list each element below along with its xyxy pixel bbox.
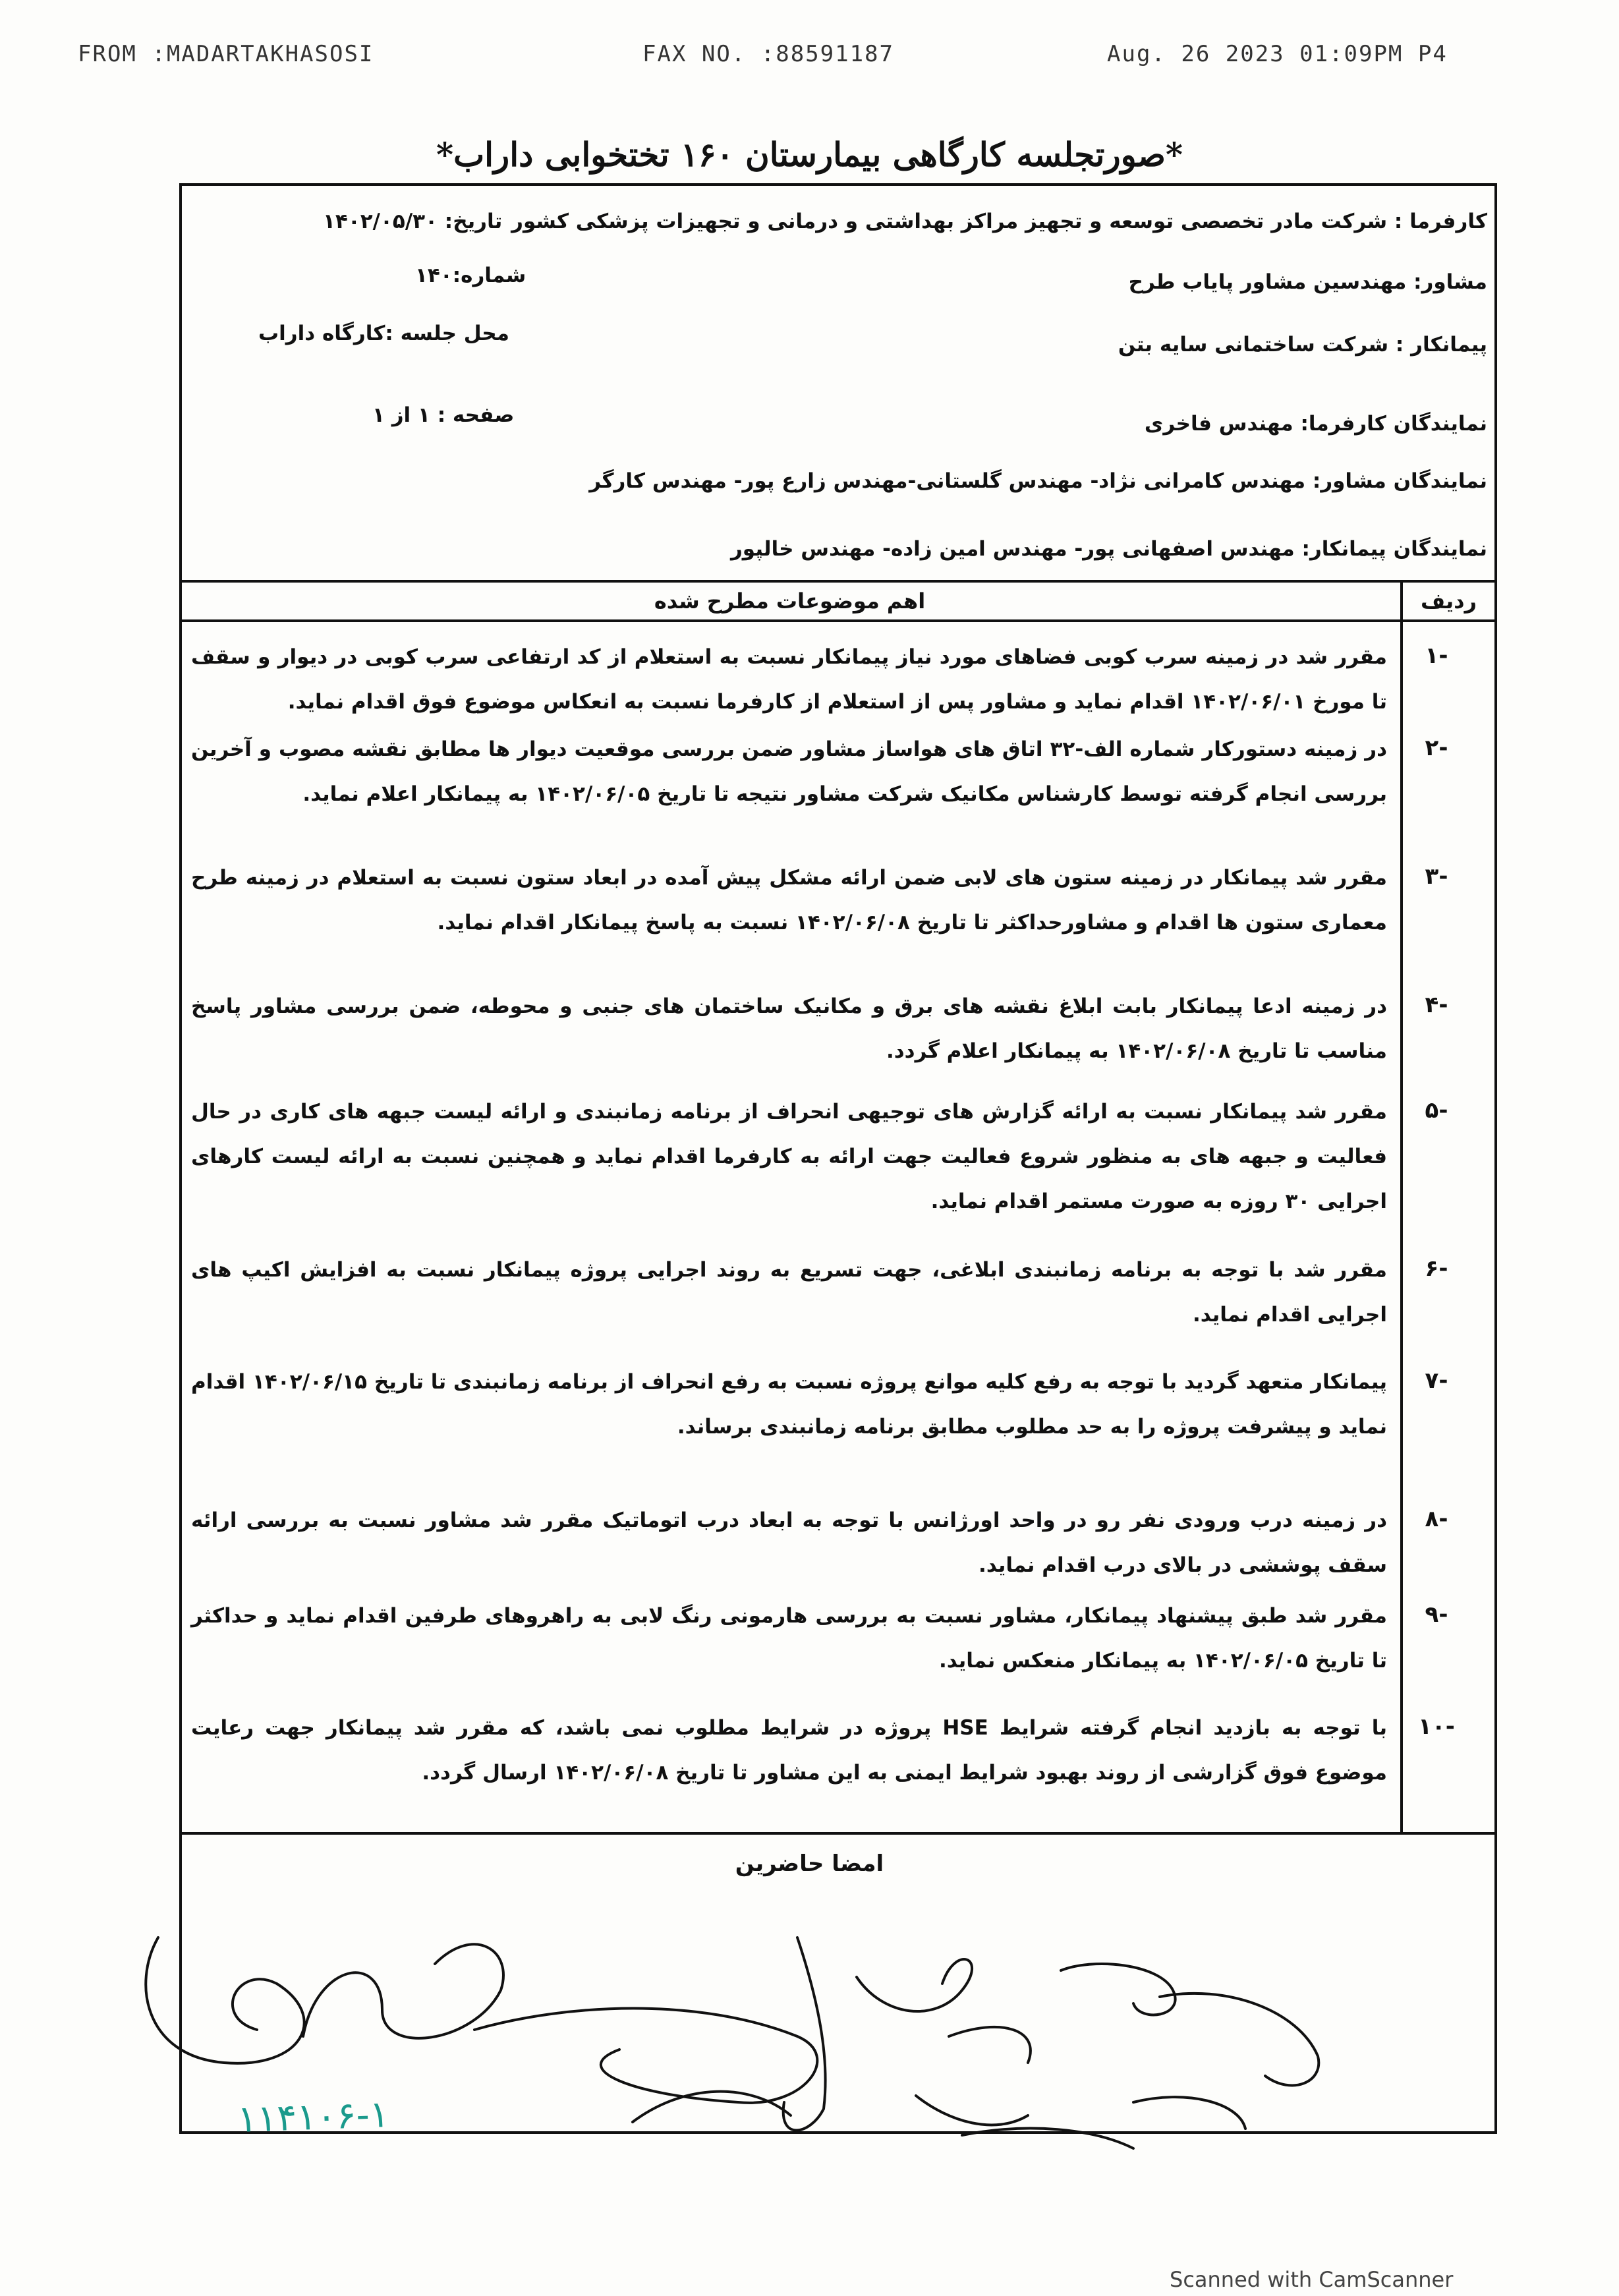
- location-field: محل جلسه :کارگاه داراب: [258, 322, 509, 345]
- fax-header: [0, 41, 1619, 74]
- item-text: مقرر شد پیمانکار در زمینه ستون های لابی ضمن ارائه مشکل پیش آمده در ابعاد ستون نسبت به استعلام در زمینه طرح معماری ستون ها اقدام و مشاورحداکثر تا تاریخ ۱۴۰۲/۰۶/۰۸ نسبت به پاسخ پیمانکار اقدام نماید.: [191, 866, 1387, 934]
- contractor-reps-field: نمایندگان پیمانکار: مهندس اصفهانی پور- مهندس امین زاده- مهندس خالپور: [730, 537, 1487, 561]
- signature-11: [1133, 2097, 1245, 2129]
- signature-5: [857, 1959, 972, 2011]
- document-title: *صورتجلسه کارگاهی بیمارستان ۱۶۰ تختخوابی داراب*: [436, 135, 1183, 174]
- signatures-title: امضا حاضرین: [735, 1851, 884, 1877]
- signature-3: [474, 2009, 817, 2103]
- signature-2: [303, 1944, 503, 2038]
- item-number: -۳: [1425, 863, 1448, 890]
- item-number: -۲: [1425, 735, 1448, 761]
- scanned-note: Scanned with CamScanner: [1170, 2267, 1454, 2292]
- item-number: -۸: [1425, 1506, 1448, 1532]
- signature-6: [949, 2027, 1031, 2063]
- consultant-reps-field: نمایندگان مشاور: مهندس کامرانی نژاد- مهندس گلستانی-مهندس زارع پور- مهندس کارگر: [589, 469, 1487, 493]
- item-text: مقرر شد با توجه به برنامه زمانبندی ابلاغی، جهت تسریع به روند اجرایی پروژه پیمانکار نسبت به افزایش اکیپ های اجرایی اقدام نماید.: [191, 1258, 1387, 1327]
- fax-date-page: Aug. 26 2023 01:09PM P4: [1107, 41, 1448, 67]
- employer-reps-field: نمایندگان کارفرما: مهندس فاخری: [1144, 412, 1487, 436]
- table-header-border: [179, 619, 1497, 622]
- signature-9: [916, 2096, 1028, 2125]
- item-number: -۱۰: [1418, 1713, 1455, 1740]
- contractor-field: پیمانکار : شرکت ساختمانی سایه بتن: [1118, 333, 1487, 357]
- table-bottom-border: [179, 1832, 1497, 1835]
- page-field: صفحه : ۱ از ۱: [372, 403, 515, 427]
- item-text: در زمینه درب ورودی نفر رو در واحد اورژانس با توجه به ابعاد درب اتوماتیک مقرر شد مشاور نسبت به بررسی ارائه سقف پوششی در بالای درب اقدام نماید.: [191, 1508, 1387, 1577]
- item-number: -۵: [1425, 1097, 1448, 1124]
- employer-field: کارفرما : شرکت مادر تخصصی توسعه و تجهیز مراکز بهداشتی و درمانی و تجهیزات پزشکی کشور: [511, 210, 1487, 233]
- column-header-topics: اهم موضوعات مطرح شده: [654, 588, 926, 614]
- table-column-divider: [1400, 580, 1403, 1832]
- item-number: -۷: [1425, 1367, 1448, 1394]
- fax-number: FAX NO. :88591187: [642, 41, 894, 67]
- table-top-border: [179, 580, 1497, 583]
- item-text: مقرر شد طبق پیشنهاد پیمانکار، مشاور نسبت به بررسی هارمونی رنگ لابی به راهروهای طرفین اقدام نماید و حداکثر تا تاریخ ۱۴۰۲/۰۶/۰۵ به پیمانکار منعکس نماید.: [191, 1604, 1387, 1673]
- handwritten-code: ۱۱۴۱۰۶-۱: [236, 2092, 390, 2142]
- signature-7: [1061, 1964, 1176, 2015]
- fax-from: FROM :MADARTAKHASOSI: [78, 41, 374, 67]
- item-number: -۴: [1425, 992, 1448, 1018]
- consultant-field: مشاور: مهندسین مشاور پایاب طرح: [1128, 270, 1487, 294]
- item-text: در زمینه دستورکار شماره الف-۳۲ اتاق های هواساز مشاور ضمن بررسی موقعیت دیوار ها مطابق نقشه مصوب و آخرین بررسی انجام گرفته توسط کارشناس مکانیک شرکت مشاور نتیجه تا تاریخ ۱۴۰۲/۰۶/۰۵ به پیمانکار اعلام نماید.: [191, 737, 1387, 806]
- column-header-row: ردیف: [1421, 588, 1477, 614]
- item-number: -۶: [1425, 1255, 1448, 1282]
- item-text: مقرر شد پیمانکار نسبت به ارائه گزارش های توجیهی انحراف از برنامه زمانبندی و ارائه لیست جبهه های کاری در حال فعالیت و جبهه های به منظور شروع فعالیت جهت ارائه به کارفرما اقدام نماید و همچنین نسبت به ارائه لیست کارهای اجرایی ۳۰ روزه به صورت مستمر اقدام نماید.: [191, 1100, 1387, 1213]
- signature-1: [146, 1937, 304, 2063]
- date-field: تاریخ: ۱۴۰۲/۰۵/۳۰: [323, 210, 503, 233]
- item-text: با توجه به بازدید انجام گرفته شرایط HSE پروژه در شرایط مطلوب نمی باشد، که مقرر شد پیمانکار جهت رعایت موضوع فوق گزارشی از روند بهبود شرایط ایمنی به این مشاور تا تاریخ ۱۴۰۲/۰۶/۰۸ ارسال گردد.: [191, 1716, 1387, 1785]
- signature-10: [962, 2129, 1133, 2148]
- item-text: مقرر شد در زمینه سرب کوبی فضاهای مورد نیاز پیمانکار نسبت به استعلام از کد ارتفاعی سرب کوبی در دیوار و سقف تا مورخ ۱۴۰۲/۰۶/۰۱ اقدام نماید و مشاور پس از استعلام از کارفرما نسبت به انعکاس موضوع فوق اقدام نماید.: [191, 645, 1387, 714]
- signature-12: [633, 2092, 791, 2122]
- item-text: پیمانکار متعهد گردید با توجه به رفع کلیه موانع پروژه نسبت به رفع انحراف از برنامه زمانبندی تا تاریخ ۱۴۰۲/۰۶/۱۵ اقدام نماید و پیشرفت پروژه را به حد مطلوب مطابق برنامه زمانبندی برساند.: [191, 1370, 1387, 1439]
- item-number: -۹: [1425, 1601, 1448, 1628]
- item-number: -۱: [1425, 643, 1448, 669]
- signature-8: [1160, 1994, 1319, 2086]
- number-field: شماره:۱۴۰: [415, 264, 526, 287]
- item-text: در زمینه ادعا پیمانکار بابت ابلاغ نقشه های برق و مکانیک ساختمان های جنبی و محوطه، ضمن بررسی مشاور پاسخ مناسب تا تاریخ ۱۴۰۲/۰۶/۰۸ به پیمانکار اعلام گردد.: [191, 994, 1387, 1063]
